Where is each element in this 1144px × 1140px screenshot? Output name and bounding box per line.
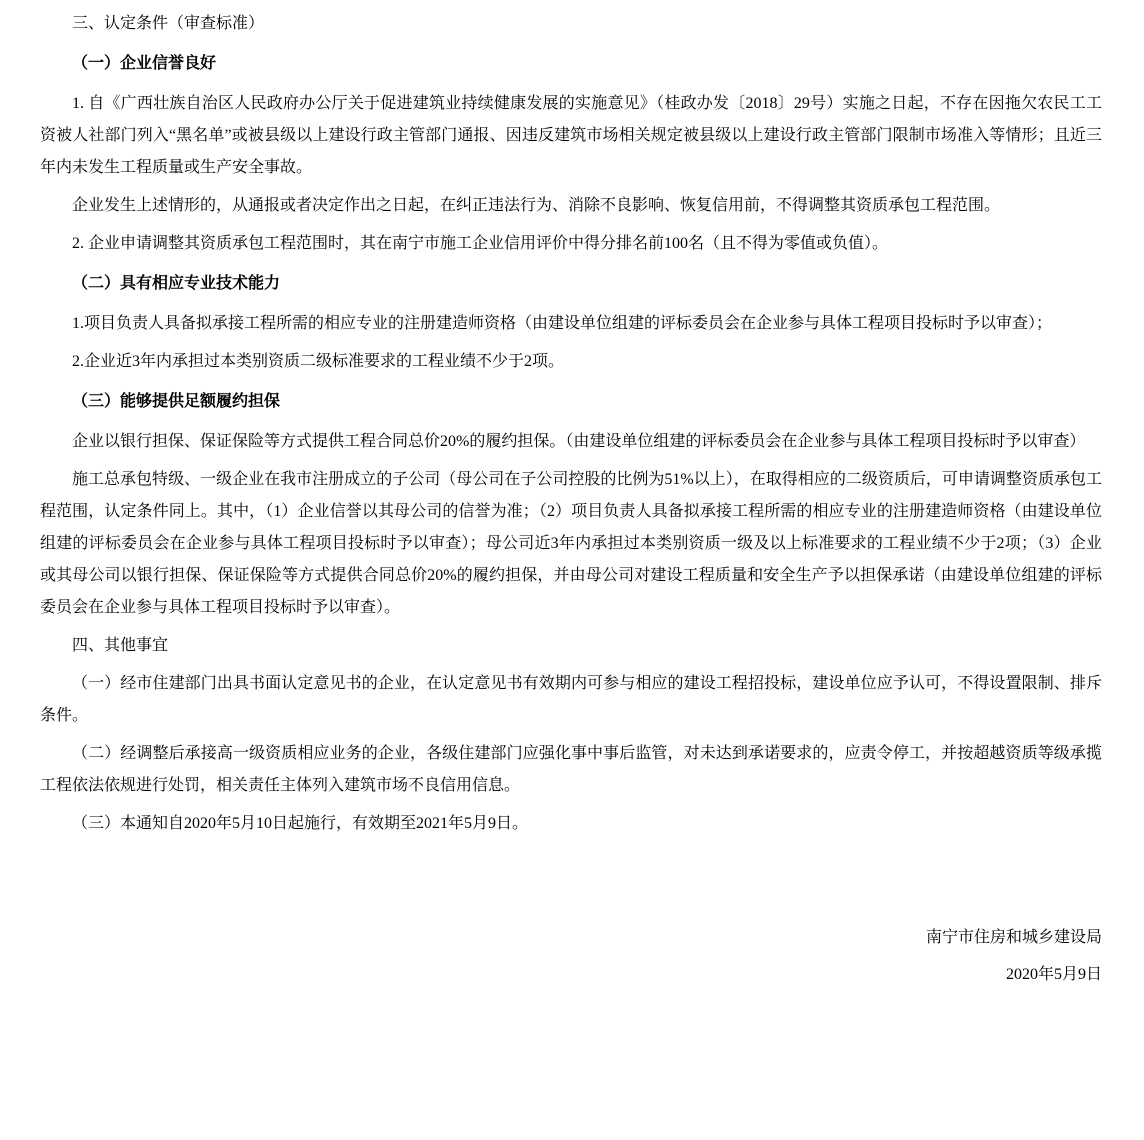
subsection-guarantee-heading: （三）能够提供足额履约担保 (72, 393, 281, 410)
technical-paragraph-2: 2.企业近3年内承担过本类别资质二级标准要求的工程业绩不少于2项。 (72, 353, 565, 370)
signature-date: 2020年5月9日 (1005, 966, 1102, 983)
technical-paragraph-1: 1.项目负责人具备拟承接工程所需的相应专业的注册建造师资格（由建设单位组建的评标委员会在企业参与具体工程项目投标时予以审查）； (72, 315, 1053, 332)
credit-paragraph-2: 企业发生上述情形的，从通报或者决定作出之日起，在纠正违法行为、消除不良影响、恢复信用前，不得调整其资质承包工程范围。 (72, 197, 1001, 214)
guarantee-paragraph-2: 施工总承包特级、一级企业在我市注册成立的子公司（母公司在子公司控股的比例为51%以上），在取得相应的二级资质后，可申请调整资质承包工程范围，认定条件同上。其中，（1）企业信誉以其母公司的信誉为准；（2）项目负责人具备拟承接工程所需的相应专业的注册建造师资格（由建设单位组建的评标委员会在企业参与具体工程项目投标时予以审查）；母公司近3年内承担过本类别资质一级及以上标准要求的工程业绩不少于2项；（3）企业或其母公司以银行担保、保证保险等方式提供合同总价20%的履约担保，并由母公司对建设工程质量和安全生产予以担保承诺（由建设单位组建的评标委员会在企业参与具体工程项目投标时予以审查）。 (40, 471, 1102, 616)
other-paragraph-2: （二）经调整后承接高一级资质相应业务的企业，各级住建部门应强化事中事后监管，对未达到承诺要求的，应责令停工，并按超越资质等级承揽工程依法依规进行处罚，相关责任主体列入建筑市场不良信用信息。 (40, 745, 1102, 794)
credit-paragraph-1: 1. 自《广西壮族自治区人民政府办公厅关于促进建筑业持续健康发展的实施意见》（桂政办发〔2018〕29号）实施之日起，不存在因拖欠农民工工资被人社部门列入“黑名单”或被县级以上建设行政主管部门通报、因违反建筑市场相关规定被县级以上建设行政主管部门限制市场准入等情形；且近三年内未发生工程质量或生产安全事故。 (40, 95, 1102, 176)
signature-agency: 南宁市住房和城乡建设局 (925, 929, 1102, 946)
section-four-heading: 四、其他事宜 (72, 637, 169, 654)
guarantee-paragraph-1: 企业以银行担保、保证保险等方式提供工程合同总价20%的履约担保。（由建设单位组建的评标委员会在企业参与具体工程项目投标时予以审查） (72, 433, 1086, 450)
subsection-credit-heading: （一）企业信誉良好 (72, 55, 217, 72)
subsection-technical-heading: （二）具有相应专业技术能力 (72, 275, 281, 292)
other-paragraph-1: （一）经市住建部门出具书面认定意见书的企业，在认定意见书有效期内可参与相应的建设工程招投标，建设单位应予认可，不得设置限制、排斥条件。 (40, 675, 1102, 724)
credit-paragraph-3: 2. 企业申请调整其资质承包工程范围时，其在南宁市施工企业信用评价中得分排名前100名（且不得为零值或负值）。 (72, 235, 889, 252)
section-three-heading: 三、认定条件（审查标准） (72, 15, 265, 32)
signature-block (40, 922, 1102, 991)
other-paragraph-3: （三）本通知自2020年5月10日起施行，有效期至2021年5月9日。 (72, 815, 529, 832)
